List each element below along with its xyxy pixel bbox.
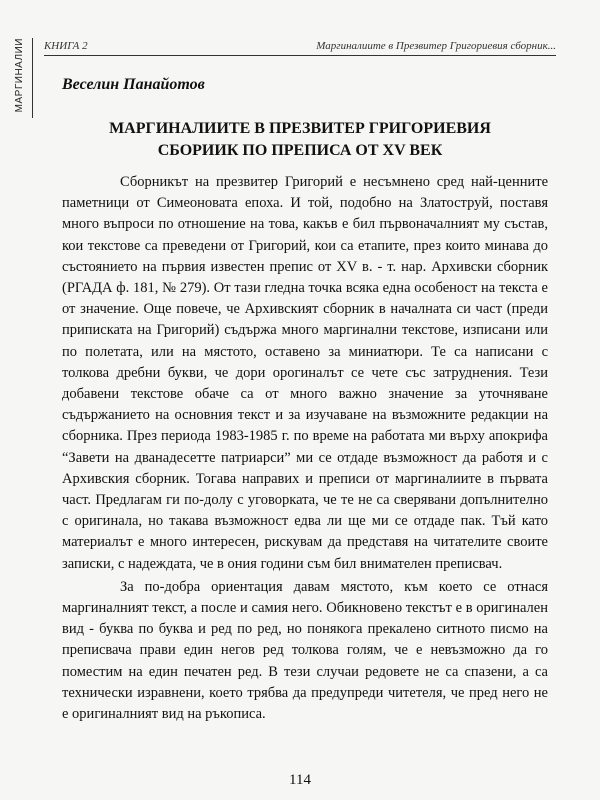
article-title — [80, 118, 520, 162]
header-book-label: КНИГА 2 — [44, 40, 88, 52]
paragraph: Сборникът на презвитер Григорий е несъмнено сред най-ценните паметници от Симеоновата епоха. И той, подобно на Златоструй, поставя много въпроси по отношение на това, какъв е бил първоначалният му състав, кои текстове са преведени от Григорий, кои са етапите, през които минава до състоянието на първия известен препис от XV в. - т. нар. Архивски сборник (РГАДА ф. 181, № 279). От тази гледна точка всяка една особеност на текста е от значение. Още повече, че Архивският сборник в началната си част (преди приписката на Григорий) съдържа много маргинални текстове, изписани или по полетата, или на мястото, оставено за миниатюри. Те са написани с толкова дребни букви, че дори орогиналът се чете със затруднения. Тези добавени текстове обаче са от много важно значение за уточняване съдържанието на основния текст и за изучаване на възможните редакции на сборника. През периода 1983-1985 г. по време на работата ми върху апокрифа “Завети на дванадесетте патриарси” ми се отдаде възможност да работя и с Архивския сборник. Тогава направих и преписи от маргиналиите в първата част. Предлагам ги по-долу с уговорката, че те не са сверявани допълнително с оригинала, но такава възможност едва ли ще ми се отдаде пак. Тъй като материалът е много интересен, рискувам да представя на читателите своите записки, с надеждата, че в ония години съм бил внимателен преписвач. — [62, 174, 548, 572]
header-rule — [44, 55, 556, 56]
article-title-line-1: МАРГИНАЛИИТЕ В ПРЕЗВИТЕР ГРИГОРИЕВИЯ — [109, 120, 491, 137]
author-name: Веселин Панайотов — [62, 76, 205, 93]
paragraph: За по-добра ориентация давам мястото, към което се отнася маргиналният текст, а после и самия него. Обикновено текстът е в оригинален вид - буква по буква и ред по ред, но понякога прекалено ситното писмо на преписвача прави един негов ред толкова голям, че е невъзможно да го поместим на един печатен ред. В тези случаи редовете не са спазени, а са технически изравнени, което трябва да предупреди читетеля, че пред него не е оригиналният вид на ръкописа. — [62, 578, 548, 723]
article-body — [62, 172, 548, 725]
running-header — [44, 40, 556, 52]
header-article-title: Маргиналиите в Презвитер Григориевия сборник... — [316, 40, 556, 52]
side-section-label: МАРГИНАЛИИ — [14, 38, 25, 113]
article-title-line-2: СБОРИИК ПО ПРЕПИСА ОТ XV ВЕК — [157, 142, 443, 159]
side-rule — [32, 38, 33, 118]
page-number: 114 — [289, 772, 311, 788]
